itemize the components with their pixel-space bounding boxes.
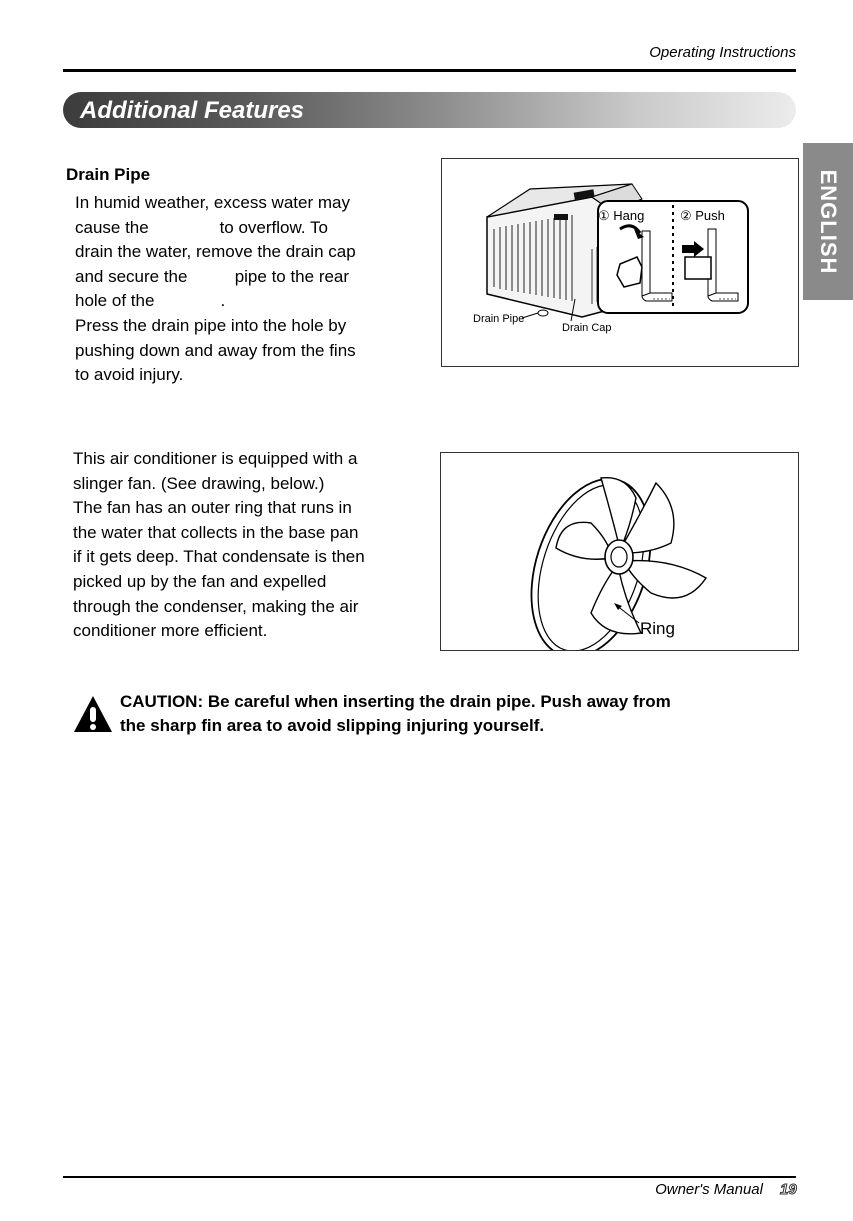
hang-label: ① Hang — [598, 208, 645, 223]
language-side-tab — [803, 143, 853, 300]
slinger-fan-figure — [440, 452, 799, 651]
text-line: through the condenser, making the air — [73, 596, 359, 616]
ring-label: Ring — [640, 619, 675, 638]
header-section-label: Operating Instructions — [649, 44, 796, 61]
footer-rule — [63, 1176, 796, 1178]
footer-manual-label: Owner's Manual — [655, 1181, 763, 1198]
warning-icon — [73, 694, 113, 739]
text-line: to avoid injury. — [75, 365, 184, 385]
drain-cap-label: Drain Cap — [562, 322, 612, 334]
text-line: picked up by the fan and expelled — [73, 571, 327, 591]
caution-text — [120, 690, 820, 738]
side-tab-label: ENGLISH — [816, 169, 841, 274]
drain-pipe-figure — [441, 158, 799, 367]
text-line: The fan has an outer ring that runs in — [73, 498, 352, 518]
page-number: 19 — [780, 1181, 797, 1198]
banner-title: Additional Features — [80, 97, 305, 124]
caution-line-1: CAUTION: Be careful when inserting the drain pipe. Push away from — [120, 692, 671, 711]
text-line: conditioner more efficient. — [73, 621, 268, 641]
text-line: In humid weather, excess water may — [75, 193, 350, 212]
push-label: ② Push — [680, 208, 725, 223]
air-conditioner-illustration — [442, 159, 798, 366]
text-line: cause the to overflow. To — [75, 217, 328, 237]
drain-pipe-text — [75, 191, 356, 388]
text-line: hole of the . — [75, 291, 226, 311]
drain-pipe-label: Drain Pipe — [473, 313, 525, 325]
text-line: and secure the pipe to the rear — [75, 266, 350, 286]
slinger-text — [73, 447, 365, 644]
drain-pipe-heading: Drain Pipe — [66, 165, 151, 184]
text-line: Press the drain pipe into the hole by — [75, 315, 347, 335]
slinger-fan-illustration — [441, 453, 798, 650]
text-line: slinger fan. (See drawing, below.) — [73, 473, 325, 493]
caution-line-2: the sharp fin area to avoid slipping injuring yourself. — [120, 716, 545, 735]
text-line: This air conditioner is equipped with a — [73, 449, 358, 468]
header-rule — [63, 69, 796, 72]
text-line: if it gets deep. That condensate is then — [73, 547, 365, 567]
text-line: pushing down and away from the fins — [75, 340, 356, 360]
text-line: the water that collects in the base pan — [73, 522, 359, 542]
text-line: drain the water, remove the drain cap — [75, 242, 356, 262]
